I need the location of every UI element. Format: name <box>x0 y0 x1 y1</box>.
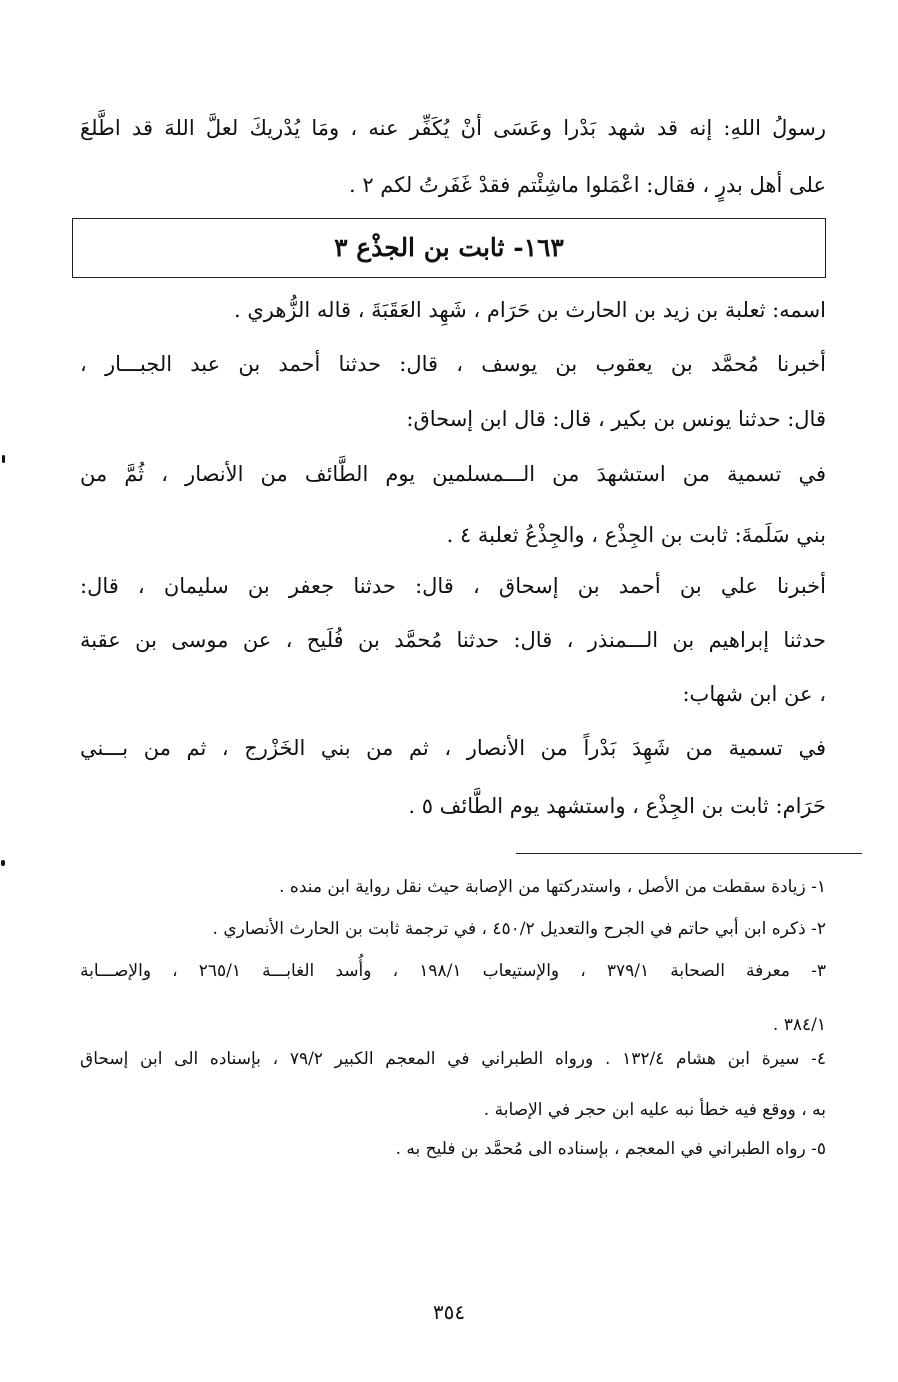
body-line-9: في تسمية من شَهِدَ بَدْراً من الأنصار ، ثم من بني الخَزْرج ، ثم من بـــني <box>80 736 826 760</box>
scan-mark <box>2 455 5 463</box>
footnote-4-continued: به ، ووقع فيه خطأ نبه عليه ابن حجر في الإصابة . <box>483 1100 826 1120</box>
footnote-3-continued: ٣٨٤/١ . <box>772 1015 826 1035</box>
body-line-7: حدثنا إبراهيم بن الـــمنذر ، قال: حدثنا مُحمَّد بن فُلَيح ، عن موسى بن عقبة <box>80 628 826 652</box>
page-number: ٣٥٤ <box>432 1300 466 1324</box>
body-line-3: قال: حدثنا يونس بن بكير ، قال: قال ابن إسحاق: <box>406 407 826 431</box>
footnote-5: ٥- رواه الطبراني في المعجم ، بإسناده الى مُحمَّد بن فليح به . <box>395 1139 826 1159</box>
entry-heading-box <box>72 218 826 278</box>
body-line-10: حَرَام: ثابت بن الجِذْع ، واستشهد يوم الطَّائف ٥ . <box>408 794 826 818</box>
footnote-3: ٣- معرفة الصحابة ٣٧٩/١ ، والإستيعاب ١٩٨/١ ، وأُسد الغابـــة ٢٦٥/١ ، والإصـــابة <box>80 961 826 981</box>
scan-mark <box>1 860 5 866</box>
footnote-1: ١- زيادة سقطت من الأصل ، واستدركتها من الإصابة حيث نقل رواية ابن منده . <box>279 877 826 897</box>
text-line-top-1: رسولُ اللهِ: إنه قد شهد بَدْرا وعَسَى أنْ يُكَفِّر عنه ، ومَا يُدْريكَ لعلَّ اللهَ قد اطَّلعَ <box>80 116 826 140</box>
body-line-5: بني سَلَمةَ: ثابت بن الجِذْع ، والجِذْعُ ثعلبة ٤ . <box>446 523 826 547</box>
footnote-separator <box>516 853 862 854</box>
body-line-2: أخبرنا مُحمَّد بن يعقوب بن يوسف ، قال: حدثنا أحمد بن عبد الجبـــار ، <box>80 352 826 376</box>
body-line-6: أخبرنا علي بن أحمد بن إسحاق ، قال: حدثنا جعفر بن سليمان ، قال: <box>80 574 826 598</box>
body-line-1: اسمه: ثعلبة بن زيد بن الحارث بن حَرَام ، شَهِد العَقَبَةَ ، قاله الزُّهري . <box>233 298 826 322</box>
footnote-2: ٢- ذكره ابن أبي حاتم في الجرح والتعديل ٤٥٠/٢ ، في ترجمة ثابت بن الحارث الأنصاري . <box>212 919 826 939</box>
text-line-top-2: على أهل بدرٍ ، فقال: اعْمَلوا ماشِئْتم فقدْ غَفَرتُ لكم ٢ . <box>348 173 826 197</box>
entry-heading: ١٦٣- ثابت بن الجذْع ٣ <box>334 233 564 262</box>
body-line-8: ، عن ابن شهاب: <box>682 682 826 706</box>
footnote-4: ٤- سيرة ابن هشام ١٣٢/٤ . ورواه الطبراني في المعجم الكبير ٧٩/٢ ، بإسناده الى ابن إسحاق <box>80 1049 826 1069</box>
body-line-4: في تسمية من استشهدَ من الـــمسلمين يوم الطَّائف من الأنصار ، ثُمَّ من <box>80 462 826 486</box>
